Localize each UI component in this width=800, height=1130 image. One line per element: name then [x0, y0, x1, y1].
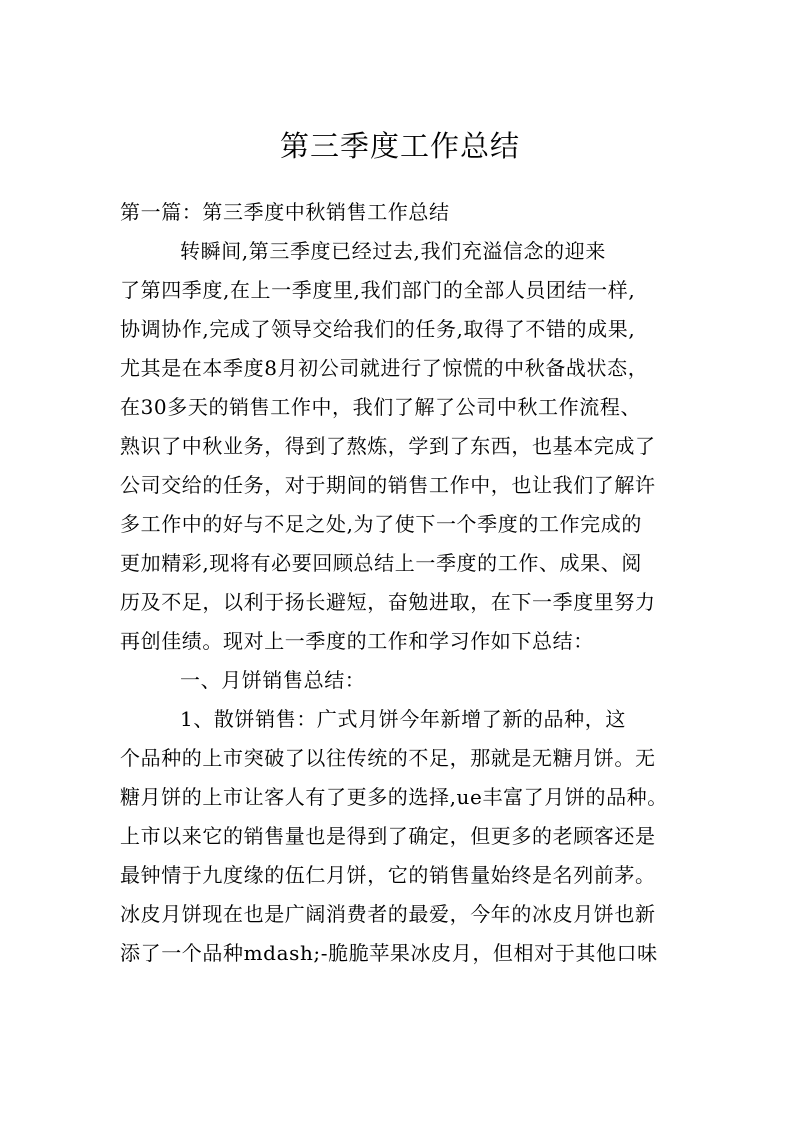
paragraph-line: 1、散饼销售：广式月饼今年新增了新的品种，这: [180, 707, 626, 731]
paragraph-line: 历及不足，以利于扬长避短，奋勉进取，在下一季度里努力: [120, 590, 656, 614]
paragraph-line: 个品种的上市突破了以往传统的不足，那就是无糖月饼。无: [120, 746, 656, 770]
paragraph-line: 再创佳绩。现对上一季度的工作和学习作如下总结：: [120, 629, 594, 653]
paragraph-line: 尤其是在本季度8月初公司就进行了惊慌的中秋备战状态，: [120, 356, 649, 380]
paragraph-line: 协调协作,完成了领导交给我们的任务,取得了不错的成果,: [120, 317, 636, 341]
paragraph-line: 多工作中的好与不足之处,为了使下一个季度的工作完成的: [120, 512, 642, 536]
document-body: [120, 193, 690, 973]
paragraph-line: 公司交给的任务，对于期间的销售工作中，也让我们了解许: [120, 473, 656, 497]
document-title: 第三季度工作总结: [279, 129, 520, 163]
paragraph-line: 添了一个品种mdash;-脆脆苹果冰皮月，但相对于其他口味: [120, 941, 658, 965]
paragraph-line: 上市以来它的销售量也是得到了确定，但更多的老顾客还是: [120, 824, 656, 848]
subsection-heading: 一、月饼销售总结：: [180, 668, 366, 692]
paragraph-line: 最钟情于九度缘的伍仁月饼，它的销售量始终是名列前茅。: [120, 863, 656, 887]
paragraph-line: 了第四季度,在上一季度里,我们部门的全部人员团结一样,: [120, 278, 636, 302]
section-heading: 第一篇：第三季度中秋销售工作总结: [120, 200, 450, 224]
paragraph-line: 更加精彩,现将有必要回顾总结上一季度的工作、成果、阅: [120, 551, 642, 575]
paragraph-line: 冰皮月饼现在也是广阔消费者的最爱，今年的冰皮月饼也新: [120, 902, 656, 926]
paragraph-line: 在30多天的销售工作中，我们了解了公司中秋工作流程、: [120, 395, 642, 419]
paragraph-line: 熟识了中秋业务，得到了熬炼，学到了东西，也基本完成了: [120, 434, 656, 458]
paragraph-line: 糖月饼的上市让客人有了更多的选择,ue丰富了月饼的品种。: [120, 785, 668, 809]
paragraph-line: 转瞬间,第三季度已经过去,我们充溢信念的迎来: [180, 239, 606, 263]
